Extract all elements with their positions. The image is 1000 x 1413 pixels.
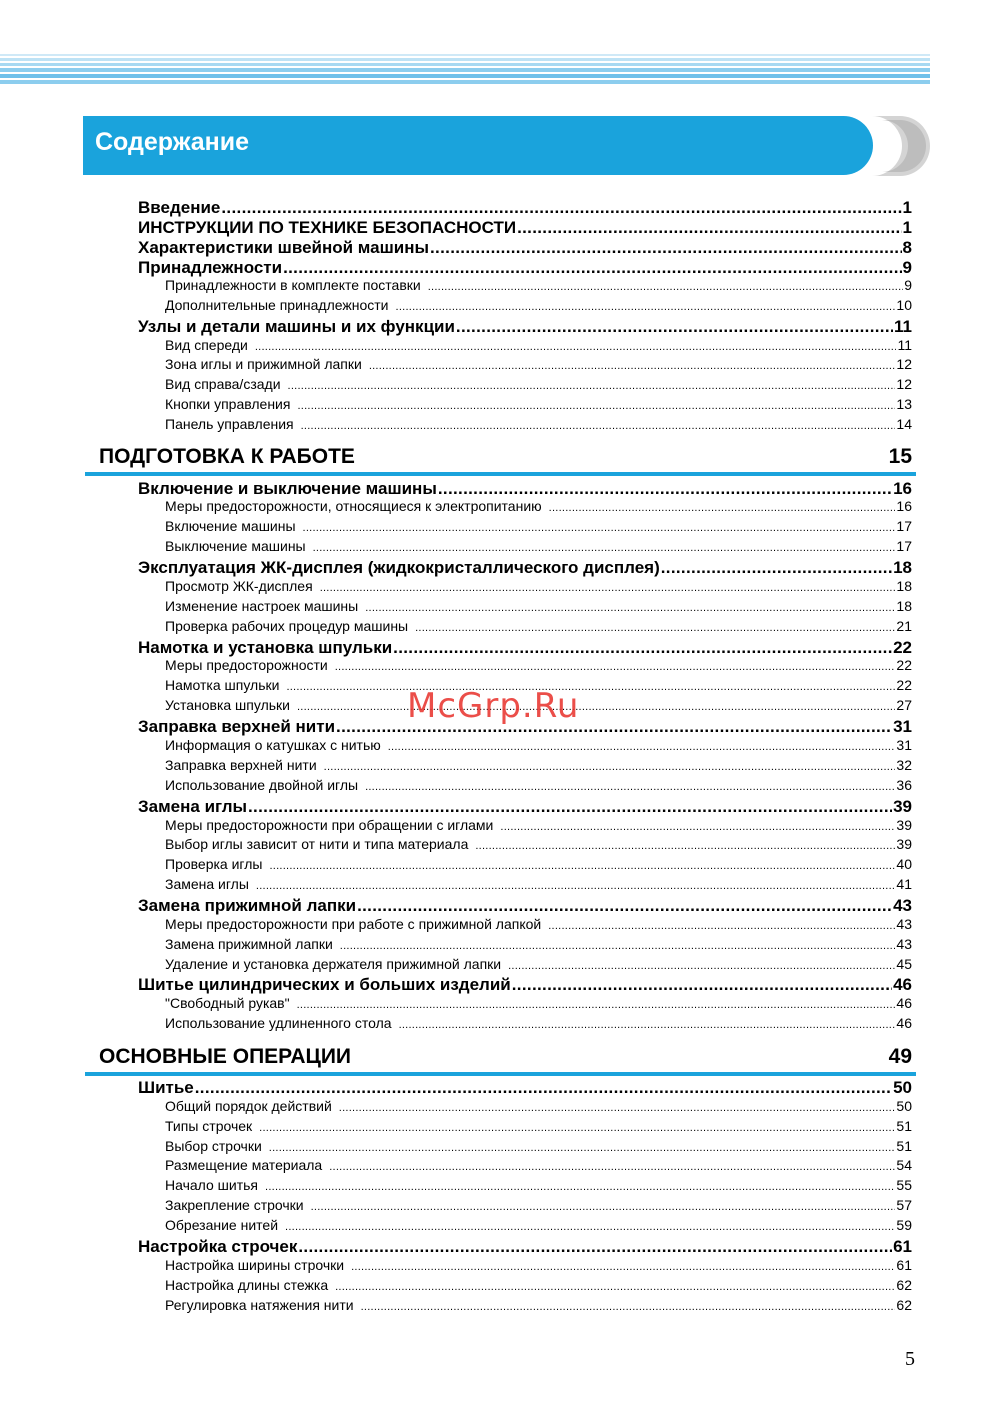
toc-entry-title: Узлы и детали машины и их функции [138, 317, 455, 336]
toc-entry-title: Просмотр ЖК-дисплея [165, 578, 313, 594]
toc-entry-page: 16 [893, 479, 912, 498]
toc-entry-page: 16 [896, 498, 912, 514]
toc-entry-page: 12 [896, 356, 912, 372]
toc-subentry[interactable] [0, 1177, 912, 1193]
toc-dot-leader [549, 502, 896, 514]
toc-entry-page: 1 [902, 218, 912, 237]
toc-dot-leader [221, 198, 901, 218]
toc-dot-leader [259, 1122, 895, 1134]
toc-entry-title: Панель управления [165, 416, 294, 432]
toc-entry-title: Принадлежности [138, 258, 283, 277]
toc-entry-page: 55 [896, 1177, 912, 1193]
toc-subentry[interactable] [0, 277, 912, 293]
toc-dot-leader [195, 1078, 892, 1098]
toc-dot-leader [301, 420, 896, 432]
toc-dot-leader [340, 940, 896, 952]
toc-entry-title: Зона иглы и прижимной лапки [165, 356, 362, 372]
toc-dot-leader [297, 999, 896, 1011]
toc-entry-page: 10 [896, 297, 912, 313]
page-title: Содержание [95, 128, 250, 156]
toc-entry-page: 59 [896, 1217, 912, 1233]
toc-entry-page: 8 [902, 238, 912, 257]
toc-entry-page: 39 [893, 797, 912, 816]
toc-entry-title: Заправка верхней нити [138, 717, 336, 736]
toc-entry-page: 36 [896, 777, 912, 793]
toc-entry-page: 57 [896, 1197, 912, 1213]
toc-entry-page: 40 [896, 856, 912, 872]
toc-subentry[interactable] [0, 777, 912, 793]
toc-entry[interactable] [0, 638, 912, 658]
toc-entry-title: Установка шпульки [165, 697, 290, 713]
toc-entry-title: Принадлежности в комплекте поставки [165, 277, 421, 293]
banner-decoration [860, 116, 932, 176]
toc-entry-title: Включение машины [165, 518, 296, 534]
toc-entry-page: 46 [896, 995, 912, 1011]
toc-subentry[interactable] [0, 416, 912, 432]
toc-dot-leader [283, 258, 901, 278]
toc-entry-title: Проверка иглы [165, 856, 263, 872]
toc-entry-page: 43 [896, 936, 912, 952]
toc-entry-page: 27 [896, 697, 912, 713]
toc-dot-leader [438, 479, 892, 499]
toc-entry-page: 31 [893, 717, 912, 736]
toc-entry-page: 18 [896, 578, 912, 594]
toc-subentry[interactable] [0, 396, 912, 412]
toc-entry-title: Замена иглы [138, 797, 248, 816]
toc-dot-leader [324, 761, 896, 773]
toc-entry-title: Общий порядок действий [165, 1098, 332, 1114]
toc-subentry[interactable] [0, 618, 912, 634]
toc-subentry[interactable] [0, 757, 912, 773]
toc-entry-title: Начало шитья [165, 1177, 259, 1193]
toc-subentry[interactable] [0, 376, 912, 392]
toc-entry[interactable] [0, 1078, 912, 1098]
toc-subentry[interactable] [0, 1118, 912, 1134]
toc-dot-leader [369, 360, 896, 372]
toc-dot-leader [339, 1102, 896, 1114]
watermark: McGrp.Ru [407, 686, 580, 726]
toc-entry-page: 12 [896, 376, 912, 392]
toc-entry-title: ИНСТРУКЦИИ ПО ТЕХНИКЕ БЕЗОПАСНОСТИ [138, 218, 517, 237]
toc-subentry[interactable] [0, 916, 912, 932]
toc-entry-title: Вид спереди [165, 337, 248, 353]
toc-entry-page: 41 [896, 876, 912, 892]
toc-entry-title: Шитье цилиндрических и больших изделий [138, 975, 511, 994]
toc-entry[interactable] [0, 1237, 912, 1257]
toc-entry-page: 18 [893, 558, 912, 577]
toc-subentry[interactable] [0, 297, 912, 313]
toc-entry-page: 21 [896, 618, 912, 634]
toc-entry[interactable] [0, 258, 912, 278]
toc-entry-title: Регулировка натяжения нити [165, 1297, 354, 1313]
toc-entry-title: Дополнительные принадлежности [165, 297, 389, 313]
toc-subentry[interactable] [0, 936, 912, 952]
toc-subentry[interactable] [0, 817, 912, 833]
toc-entry-page: 50 [893, 1078, 912, 1097]
toc-dot-leader [256, 880, 896, 892]
toc-entry-page: 18 [896, 598, 912, 614]
toc-dot-leader [393, 638, 892, 658]
toc-dot-leader [320, 582, 896, 594]
toc-entry-page: 1 [902, 198, 912, 217]
toc-dot-leader [288, 380, 896, 392]
toc-subentry[interactable] [0, 1015, 912, 1031]
toc-entry-page: 46 [893, 975, 912, 994]
toc-entry[interactable] [0, 896, 912, 916]
toc-dot-leader [269, 860, 895, 872]
toc-entry-title: Включение и выключение машины [138, 479, 437, 498]
toc-entry-title: Удаление и установка держателя прижимной лапки [165, 956, 502, 972]
toc-subentry[interactable] [0, 578, 912, 594]
toc-subentry[interactable] [0, 657, 912, 673]
toc-entry-page: 17 [896, 538, 912, 554]
toc-entry-title: Настройка строчек [138, 1237, 298, 1256]
toc-dot-leader [255, 341, 897, 353]
toc-subentry[interactable] [0, 518, 912, 534]
toc-entry-page: 43 [893, 896, 912, 915]
toc-dot-leader [285, 1221, 895, 1233]
toc-dot-leader [248, 797, 892, 817]
toc-entry-title: Замена иглы [165, 876, 249, 892]
toc-subentry[interactable] [0, 1197, 912, 1213]
toc-subentry[interactable] [0, 538, 912, 554]
section-rule [85, 472, 916, 476]
toc-dot-leader [269, 1142, 896, 1154]
toc-subentry[interactable] [0, 836, 912, 852]
toc-dot-leader [297, 701, 895, 713]
toc-dot-leader [351, 1261, 895, 1273]
toc-entry-title: Типы строчек [165, 1118, 253, 1134]
toc-entry[interactable] [0, 198, 912, 218]
toc-entry-title: Замена прижимной лапки [138, 896, 357, 915]
toc-entry-page: 31 [896, 737, 912, 753]
toc-subentry[interactable] [0, 356, 912, 372]
toc-dot-leader [361, 1301, 896, 1313]
title-banner [83, 116, 873, 175]
toc-entry-title: Кнопки управления [165, 396, 291, 412]
section-title: ПОДГОТОВКА К РАБОТЕ [99, 445, 355, 468]
toc-entry-page: 13 [896, 396, 912, 412]
toc-entry-page: 9 [904, 277, 912, 293]
toc-entry-page: 11 [894, 317, 912, 336]
toc-entry-title: Закрепление строчки [165, 1197, 304, 1213]
toc-entry-title: Выбор строчки [165, 1138, 262, 1154]
toc-entry-title: Меры предосторожности [165, 657, 328, 673]
toc-entry-title: Настройка ширины строчки [165, 1257, 345, 1273]
toc-dot-leader [456, 317, 893, 337]
toc-subentry[interactable] [0, 1138, 912, 1154]
toc-entry-title: Замена прижимной лапки [165, 936, 333, 952]
toc-dot-leader [286, 681, 895, 693]
toc-subentry[interactable] [0, 1297, 912, 1313]
toc-entry-page: 61 [896, 1257, 912, 1273]
toc-dot-leader [661, 558, 892, 578]
toc-entry-title: Использование удлиненного стола [165, 1015, 392, 1031]
toc-entry-page: 14 [896, 416, 912, 432]
toc-entry-title: Меры предосторожности, относящиеся к электропитанию [165, 498, 542, 514]
toc-entry-page: 22 [896, 677, 912, 693]
toc-dot-leader [265, 1181, 895, 1193]
toc-entry-page: 22 [893, 638, 912, 657]
toc-subentry[interactable] [0, 1257, 912, 1273]
toc-subentry[interactable] [0, 737, 912, 753]
toc-entry-title: Меры предосторожности при обращении с иглами [165, 817, 494, 833]
toc-subentry[interactable] [0, 1098, 912, 1114]
toc-dot-leader [430, 238, 902, 258]
toc-entry[interactable] [0, 238, 912, 258]
section-page: 49 [888, 1045, 912, 1068]
toc-entry[interactable] [0, 317, 912, 337]
toc-entry-title: Выключение машины [165, 538, 306, 554]
toc-subentry[interactable] [0, 876, 912, 892]
toc-dot-leader [512, 975, 892, 995]
toc-entry-title: Заправка верхней нити [165, 757, 317, 773]
toc-dot-leader [303, 522, 896, 534]
toc-entry-page: 9 [902, 258, 912, 277]
section-heading[interactable] [85, 445, 916, 475]
toc-subentry[interactable] [0, 956, 912, 972]
toc-entry-title: Намотка шпульки [165, 677, 280, 693]
toc-entry-title: Изменение настроек машины [165, 598, 359, 614]
toc-subentry[interactable] [0, 498, 912, 514]
toc-entry[interactable] [0, 479, 912, 499]
toc-dot-leader [313, 542, 896, 554]
toc-dot-leader [298, 1237, 892, 1257]
section-rule [85, 1072, 916, 1076]
toc-dot-leader [365, 781, 895, 793]
toc-entry-title: Проверка рабочих процедур машины [165, 618, 409, 634]
toc-subentry[interactable] [0, 856, 912, 872]
toc-dot-leader [329, 1161, 895, 1173]
toc-entry-page: 51 [896, 1118, 912, 1134]
toc-entry-page: 11 [897, 337, 912, 353]
toc-dot-leader [508, 960, 895, 972]
toc-dot-leader [475, 840, 895, 852]
toc-entry-title: Использование двойной иглы [165, 777, 359, 793]
toc-entry-title: Выбор иглы зависит от нити и типа материала [165, 836, 469, 852]
toc-entry[interactable] [0, 797, 912, 817]
toc-entry-page: 39 [896, 836, 912, 852]
toc-subentry[interactable] [0, 337, 912, 353]
toc-dot-leader [335, 1281, 895, 1293]
toc-subentry[interactable] [0, 1277, 912, 1293]
toc-entry-page: 17 [896, 518, 912, 534]
toc-subentry[interactable] [0, 598, 912, 614]
toc-dot-leader [335, 661, 896, 673]
toc-entry-page: 61 [893, 1237, 912, 1256]
toc-entry-page: 22 [896, 657, 912, 673]
toc-entry-page: 39 [896, 817, 912, 833]
toc-entry-page: 43 [896, 916, 912, 932]
toc-entry-title: Эксплуатация ЖК-дисплея (жидкокристаллического дисплея) [138, 558, 660, 577]
toc-entry-title: Характеристики швейной машины [138, 238, 430, 257]
section-title: ОСНОВНЫЕ ОПЕРАЦИИ [99, 1045, 352, 1068]
header-stripes [0, 54, 930, 84]
toc-subentry[interactable] [0, 995, 912, 1011]
toc-entry-title: Меры предосторожности при работе с прижимной лапкой [165, 916, 542, 932]
toc-dot-leader [388, 741, 896, 753]
toc-entry[interactable] [0, 975, 912, 995]
toc-dot-leader [548, 920, 895, 932]
toc-subentry[interactable] [0, 1217, 912, 1233]
toc-entry-title: Шитье [138, 1078, 194, 1097]
toc-entry-title: Вид справа/сзади [165, 376, 281, 392]
toc-entry[interactable] [0, 558, 912, 578]
toc-dot-leader [415, 622, 895, 634]
toc-dot-leader [357, 896, 892, 916]
toc-dot-leader [311, 1201, 896, 1213]
toc-entry-page: 50 [896, 1098, 912, 1114]
page-number: 5 [905, 1348, 915, 1370]
toc-entry-title: Настройка длины стежка [165, 1277, 329, 1293]
toc-entry-title: "Свободный рукав" [165, 995, 290, 1011]
toc-subentry[interactable] [0, 1157, 912, 1173]
toc-entry-page: 46 [896, 1015, 912, 1031]
toc-entry-page: 54 [896, 1157, 912, 1173]
toc-entry[interactable] [0, 218, 912, 238]
toc-entry-page: 51 [896, 1138, 912, 1154]
section-heading[interactable] [85, 1045, 916, 1075]
toc-entry-page: 62 [896, 1297, 912, 1313]
toc-entry-page: 32 [896, 757, 912, 773]
toc-entry-page: 62 [896, 1277, 912, 1293]
toc-entry-title: Информация о катушках с нитью [165, 737, 381, 753]
toc-dot-leader [517, 218, 901, 238]
toc-entry-title: Размещение материала [165, 1157, 323, 1173]
toc-dot-leader [500, 821, 895, 833]
section-page: 15 [888, 445, 912, 468]
toc-entry-title: Обрезание нитей [165, 1217, 279, 1233]
toc-entry-title: Намотка и установка шпульки [138, 638, 393, 657]
toc-dot-leader [428, 281, 903, 293]
toc-dot-leader [365, 602, 895, 614]
toc-entry-title: Введение [138, 198, 221, 217]
toc-dot-leader [399, 1019, 896, 1031]
toc-entry-page: 45 [896, 956, 912, 972]
toc-dot-leader [297, 400, 895, 412]
toc-dot-leader [396, 301, 896, 313]
